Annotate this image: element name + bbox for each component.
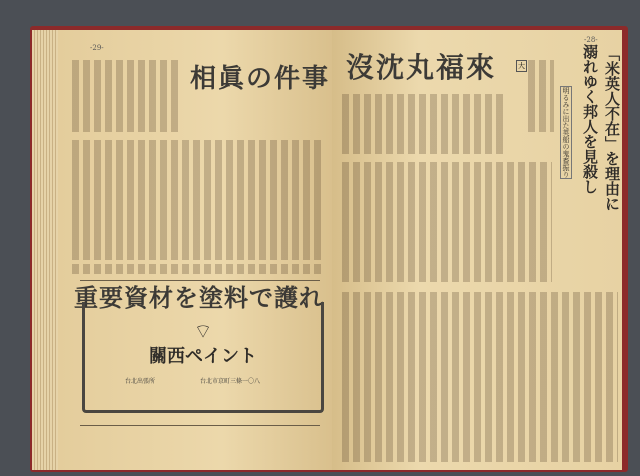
headline: 溺れゆく邦人を見殺し [581,44,599,194]
divider [80,425,320,426]
ad-company: 關西ペイント [149,346,257,367]
headline: 「米英人不在」を理由に [603,46,621,211]
article-title: 來福丸沈沒 [346,51,497,84]
body-text [528,60,554,132]
divider [80,280,320,281]
section-marker: 大 [518,62,525,70]
page-edges [32,30,60,470]
body-text [72,264,322,274]
body-text [342,94,506,154]
body-text [72,60,182,132]
right-page [332,30,622,470]
body-text [342,292,618,462]
ad-address: 台北出張所 [125,378,156,385]
ad-slogan: 重要資材を塗料で護れ [74,283,324,312]
body-text [342,162,552,282]
page-number: -29- [90,44,104,52]
advertisement [82,302,324,413]
body-text [72,140,322,260]
article-title: 事件の眞相 [190,64,331,94]
ad-address: 台北市京町三條一〇八 [200,378,261,385]
page-number: -28- [584,36,598,44]
wifi-logo-icon: ⌔ [193,319,213,343]
subheadline: 明るみに出た英船の鬼畜振り [562,87,570,178]
